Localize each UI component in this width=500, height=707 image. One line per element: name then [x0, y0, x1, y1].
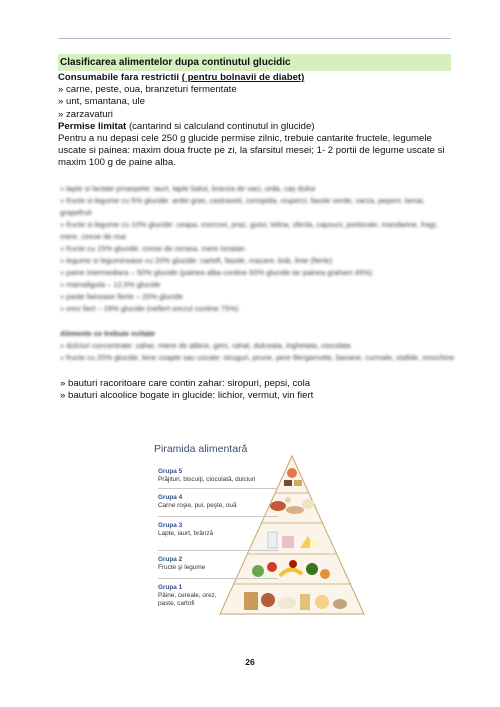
- food-pyramid-figure: [150, 440, 365, 625]
- pyramid-group-5: [158, 468, 278, 484]
- avoid-heading: Alimente ce trebuie evitate: [60, 329, 156, 338]
- list-item: » lapte si lactate proaspete: iaurt, lapte batut, branza de vaci, urda, caș dulce: [60, 184, 316, 193]
- group-description: Fructe şi legume: [158, 564, 206, 571]
- list-item: » fructe cu 20% glucide, bine coapte sau uscate: struguri, prune, pere Bergamotte, banane, curmale, stafide, smochine: [60, 353, 455, 362]
- page-number: 26: [245, 657, 255, 667]
- limited-paragraph: Pentru a nu depasi cele 250 g glucide permise zilnic, trebuie cantarite fructele, legumele uscate si painea: maxim doua fructe pe zi, la sfarsitul mesei; 1- 2 portii de legume uscate si maxim 100 g de paine alba.: [58, 133, 445, 169]
- group-name: Grupa 2: [158, 556, 183, 563]
- group-description: Lapte, iaurt, brânză: [158, 530, 214, 537]
- top-rule: [58, 38, 451, 39]
- section-body: [58, 72, 453, 170]
- list-item: » bauturi alcoolice bogate in glucide: lichior, vermut, vin fiert: [60, 390, 314, 402]
- limited-heading: [58, 121, 453, 133]
- list-item: » legume si leguminoase cu 20% glucide: cartofi, fasole, mazare, bob, linte (fierte): [60, 256, 333, 265]
- list-item: » unt, smantana, ule: [58, 96, 145, 108]
- pyramid-group-2: [158, 556, 278, 572]
- list-item: » zarzavaturi: [58, 108, 113, 120]
- list-item: » mamaliguta – 12,5% glucide: [60, 280, 161, 289]
- unrestricted-label: Consumabile fara restrictii: [58, 72, 180, 83]
- list-item: » fructe si legume cu 10% glucide: ceapa, morcovi, praz, gutui, telina, sfecla, capsuni, portocale, mandarine, fragi, mere, cirese de mai: [60, 220, 438, 241]
- group-name: Grupa 1: [158, 584, 183, 591]
- blurred-avoid-section: [60, 328, 455, 364]
- list-item: » fructe cu 15% glucide: cirese de cerasa, mere ionatan: [60, 244, 246, 253]
- section-title: Clasificarea alimentelor dupa continutul glucidic: [58, 54, 451, 71]
- group-description: Prăjituri, biscuiţi, ciocolată, dulciuri: [158, 476, 256, 483]
- group-name: Grupa 3: [158, 522, 183, 529]
- list-item: » bauturi racoritoare care contin zahar: siropuri, pepsi, cola: [60, 378, 311, 389]
- group-divider: [158, 550, 278, 551]
- group-name: Grupa 4: [158, 494, 183, 501]
- list-item: » paste fainoase fierte – 20% glucide: [60, 292, 183, 301]
- pyramid-title: Piramida alimentară: [154, 443, 248, 455]
- unrestricted-heading: [58, 72, 453, 84]
- pyramid-group-4: [158, 494, 278, 510]
- group-name: Grupa 5: [158, 468, 183, 475]
- list-item: » dulciuri concentrate: zahar, miere de albine, gem, rahat, dulceata, inghetata, ciocolata: [60, 341, 351, 350]
- group-divider: [158, 578, 278, 579]
- group-divider: [158, 488, 278, 489]
- unrestricted-note: ( pentru bolnavii de diabet): [181, 72, 305, 83]
- pyramid-group-3: [158, 522, 278, 538]
- list-item: » orez fiert – 28% glucide (nefiert orezul contine 75%): [60, 304, 239, 313]
- group-description: Carne roşie, pui, peşte, ouă: [158, 502, 237, 509]
- group-divider: [158, 516, 278, 517]
- avoid-list: [60, 378, 455, 402]
- limited-label: Permise limitat: [58, 120, 127, 132]
- list-item: » carne, peste, oua, branzeturi fermentate: [58, 84, 237, 96]
- pyramid-group-1: [158, 584, 218, 607]
- list-item: » paine intermediara – 50% glucide (painea alba contine 60% glucide iar painea graham 45%): [60, 268, 373, 277]
- blurred-food-list: [60, 183, 455, 315]
- list-item: » fructe si legume cu 5% glucide: ardei gras, castraveti, conopida, ciuperci, fasole verde, varza, pepeni, lamai, grapefruit: [60, 196, 425, 217]
- group-description: Pâine, cereale, orez, paste, cartofi: [158, 592, 217, 607]
- limited-note: (cantarind si calculand continutul in glucide): [128, 120, 315, 132]
